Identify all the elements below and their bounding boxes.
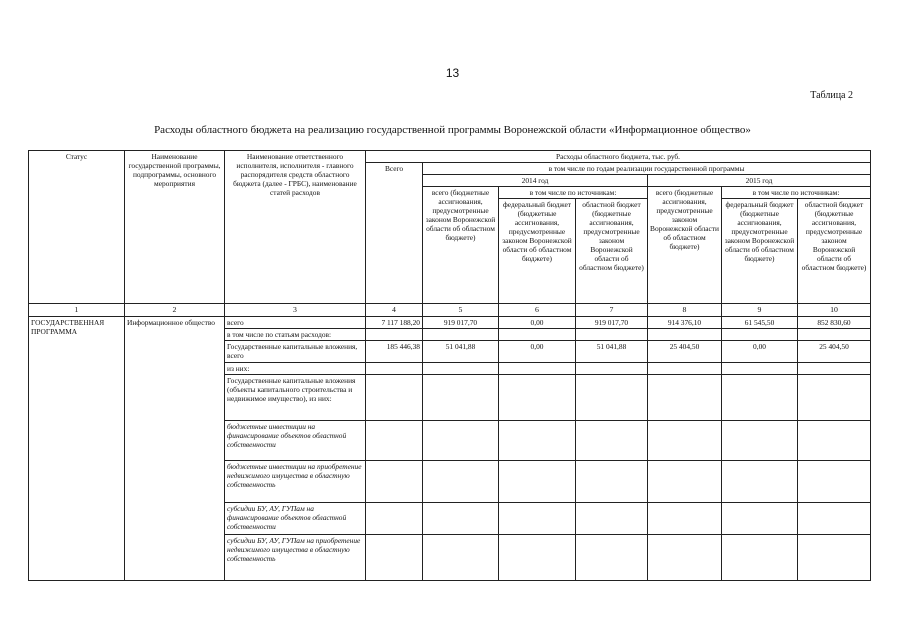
value-cell [499, 374, 576, 420]
header-name: Наименование государственной программы, подпрограммы, основного мероприятия [125, 151, 225, 304]
value-cell [576, 328, 648, 340]
header-2015-federal: федеральный бюджет (бюджетные ассигнования, предусмотренные законом Воронежской области об областном бюджете) [722, 199, 798, 304]
header-by-years: в том числе по годам реализации государственной программы [423, 163, 871, 175]
column-number: 4 [366, 304, 423, 317]
header-executor: Наименование ответственного исполнителя, исполнителя - главного распорядителя средств областного бюджета (далее - ГРБС), наименование статей расходов [225, 151, 366, 304]
header-status: Статус [29, 151, 125, 304]
value-cell [798, 534, 871, 580]
value-cell [722, 502, 798, 534]
value-cell [576, 420, 648, 460]
row-label: бюджетные инвестиции на приобретение недвижимого имущества в областную собственность [225, 460, 366, 502]
row-label: Государственные капитальные вложения (объекты капитального строительства и недвижимое имущество), из них: [225, 374, 366, 420]
value-cell [423, 374, 499, 420]
value-cell [648, 460, 722, 502]
value-cell [798, 362, 871, 374]
value-cell: 7 117 188,20 [366, 316, 423, 328]
value-cell [366, 420, 423, 460]
column-number: 5 [423, 304, 499, 317]
value-cell [366, 362, 423, 374]
value-cell [499, 420, 576, 460]
document-title: Расходы областного бюджета на реализацию государственной программы Воронежской области «Информационное общество» [154, 124, 751, 136]
program-name-cell: Информационное общество [125, 316, 225, 580]
value-cell [499, 328, 576, 340]
header-2015-sources: в том числе по источникам: [722, 187, 871, 199]
value-cell: 852 830,60 [798, 316, 871, 328]
value-cell: 919 017,70 [423, 316, 499, 328]
header-expenses: Расходы областного бюджета, тыс. руб. [366, 151, 871, 163]
value-cell [576, 362, 648, 374]
column-number: 8 [648, 304, 722, 317]
value-cell: 919 017,70 [576, 316, 648, 328]
value-cell [576, 534, 648, 580]
value-cell [798, 328, 871, 340]
value-cell [576, 460, 648, 502]
column-number: 7 [576, 304, 648, 317]
value-cell [722, 534, 798, 580]
value-cell [576, 374, 648, 420]
value-cell [423, 420, 499, 460]
row-label: бюджетные инвестиции на финансирование объектов областной собственности [225, 420, 366, 460]
column-number: 1 [29, 304, 125, 317]
value-cell [648, 420, 722, 460]
header-2014-federal: федеральный бюджет (бюджетные ассигнования, предусмотренные законом Воронежской области об областном бюджете) [499, 199, 576, 304]
row-label: в том числе по статьям расходов: [225, 328, 366, 340]
column-number-row [29, 304, 871, 317]
value-cell: 25 404,50 [648, 340, 722, 362]
value-cell [499, 362, 576, 374]
value-cell [366, 460, 423, 502]
column-number: 3 [225, 304, 366, 317]
value-cell [648, 362, 722, 374]
header-year-2014: 2014 год [423, 175, 648, 187]
value-cell [366, 534, 423, 580]
value-cell: 0,00 [722, 340, 798, 362]
page-number: 13 [445, 66, 460, 80]
value-cell [423, 502, 499, 534]
value-cell [722, 460, 798, 502]
value-cell: 25 404,50 [798, 340, 871, 362]
status-cell: ГОСУДАРСТВЕННАЯ ПРОГРАММА [29, 316, 125, 580]
value-cell [423, 328, 499, 340]
header-2015-regional: областной бюджет (бюджетные ассигнования, предусмотренные законом Воронежской области об областном бюджете) [798, 199, 871, 304]
value-cell [366, 374, 423, 420]
row-label: субсидии БУ, АУ, ГУПам на финансирование объектов областной собственности [225, 502, 366, 534]
expenses-table [28, 150, 871, 581]
value-cell [798, 460, 871, 502]
header-total: Всего [366, 163, 423, 304]
value-cell [722, 374, 798, 420]
value-cell [366, 328, 423, 340]
value-cell [798, 502, 871, 534]
value-cell: 0,00 [499, 340, 576, 362]
value-cell [423, 534, 499, 580]
value-cell [648, 328, 722, 340]
row-label: всего [225, 316, 366, 328]
column-number: 6 [499, 304, 576, 317]
table-label: Таблица 2 [810, 90, 853, 101]
column-number: 10 [798, 304, 871, 317]
header-year-2015: 2015 год [648, 175, 871, 187]
value-cell [722, 362, 798, 374]
value-cell [423, 362, 499, 374]
row-label: субсидии БУ, АУ, ГУПам на приобретение недвижимого имущества в областную собственность [225, 534, 366, 580]
header-2014-sources: в том числе по источникам: [499, 187, 648, 199]
value-cell [499, 502, 576, 534]
value-cell [576, 502, 648, 534]
value-cell [798, 374, 871, 420]
header-2014-all: всего (бюджетные ассигнования, предусмотренные законом Воронежской области об областном бюджете) [423, 187, 499, 304]
value-cell: 51 041,88 [423, 340, 499, 362]
header-2014-regional: областной бюджет (бюджетные ассигнования, предусмотренные законом Воронежской области об областном бюджете) [576, 199, 648, 304]
value-cell: 0,00 [499, 316, 576, 328]
value-cell: 185 446,38 [366, 340, 423, 362]
value-cell [499, 534, 576, 580]
value-cell [648, 374, 722, 420]
header-2015-all: всего (бюджетные ассигнования, предусмотренные законом Воронежской области об областном бюджете) [648, 187, 722, 304]
column-number: 2 [125, 304, 225, 317]
value-cell [648, 502, 722, 534]
value-cell [499, 460, 576, 502]
value-cell: 914 376,10 [648, 316, 722, 328]
row-label: из них: [225, 362, 366, 374]
value-cell [423, 460, 499, 502]
value-cell [366, 502, 423, 534]
value-cell [798, 420, 871, 460]
value-cell [722, 420, 798, 460]
value-cell [722, 328, 798, 340]
table-row [29, 316, 871, 328]
value-cell [648, 534, 722, 580]
row-label: Государственные капитальные вложения, всего [225, 340, 366, 362]
column-number: 9 [722, 304, 798, 317]
value-cell: 61 545,50 [722, 316, 798, 328]
value-cell: 51 041,88 [576, 340, 648, 362]
